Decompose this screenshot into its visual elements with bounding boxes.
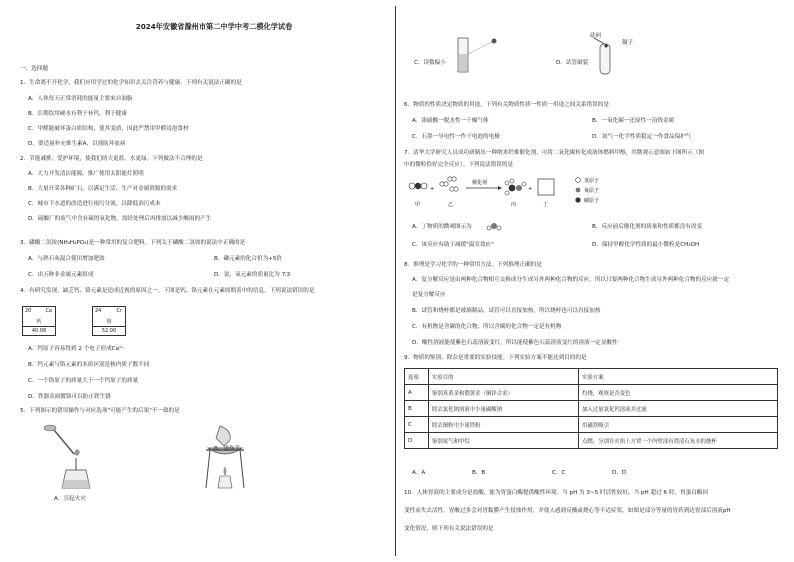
q1-option-d[interactable]: D．要适量补充维生素A，以预防坏血病: [28, 141, 126, 147]
ca-symbol: Ca: [45, 308, 52, 314]
legend-hydrogen: 氢原子: [584, 178, 600, 184]
q1-option-b[interactable]: B．长期饮用硬水有利于补钙，利于健康: [28, 111, 127, 117]
tweezers-label: 镊子: [622, 40, 634, 46]
ca-name: 钙: [36, 319, 42, 325]
row-a-option: A: [405, 385, 429, 401]
q8-option-a-line2[interactable]: 是复分解反应: [412, 292, 446, 298]
q7-stem-line2: 中的微粒恰好完全反应）。下列说法错误的是: [404, 162, 514, 168]
element-card-calcium: [22, 306, 56, 336]
bing-atom-h4: [522, 182, 526, 186]
yi-atom-h6: [452, 177, 456, 181]
ca-number: 20: [25, 308, 32, 314]
left-column: [14, 0, 390, 562]
q10-line1: 10．人体胃液的主要成分是盐酸，能为胃蛋白酶提供酸性环境。当 pH 为 3~5 时活性较好，当 pH 超过 6 时，胃蛋白酶因: [404, 490, 708, 496]
q6-stem: 6．物质的性质决定物质的用途。下列有关物质性质一性质一用途之间关系错误的是: [404, 102, 609, 108]
q7-option-b[interactable]: B．反应前后催化剂的质量和性质都没有改变: [592, 224, 703, 230]
lamp-liquid: [62, 480, 90, 488]
q7-stem-line1: 7．清华大学研究人员成功研制出一种纳米纤维催化剂，可将二氧化碳转化成液体燃料甲醇，其微观示意图如下图所示（图: [404, 150, 705, 156]
burner-lamp-icon: [218, 476, 232, 488]
alcohol-lamp-lighting-figure: [40, 424, 100, 494]
q6-option-c[interactable]: C．石墨一导电性一作干电池的电极: [412, 134, 500, 140]
q3-stem: 3．磷酸二氢铵(NH₄H₂PO₄)是一种常用的复合肥料。下列关于磷酸二氢铵的说法中正确的是: [20, 240, 246, 246]
row-c-purpose: 除去铜粉中少量铁粉: [429, 417, 579, 433]
plus-sign-1: +: [430, 186, 435, 192]
cr-number: 24: [95, 308, 102, 314]
q9-option-c[interactable]: C．C: [552, 470, 566, 476]
tilted-lamp-neck: [54, 430, 74, 454]
q10-line3: 变化情况，则下列有关说法错误的是: [404, 526, 494, 532]
row-a-scheme: 灼烧，观察是否变色: [579, 385, 778, 401]
q6-option-a[interactable]: A．浓硫酸一脱水性一干燥气体: [412, 118, 489, 124]
q8-option-a-line1[interactable]: A．复分解反应是由两种化合物相互交换成分生成另外两种化合物的反应，所以只要两种化合物生成另外两种化合物的反应就一定: [412, 277, 730, 283]
ding-box: [538, 179, 554, 195]
q4-option-b[interactable]: B．钙元素与铬元素的本质区别是核内质子数不同: [28, 362, 150, 368]
catalyst-label: 催化剂: [472, 180, 488, 186]
q5-option-a[interactable]: A．引起火灾: [54, 496, 86, 502]
q4-option-c[interactable]: C．一个铬原子的质量大于一个钙原子的质量: [28, 378, 139, 384]
cr-name: 铬: [106, 319, 112, 325]
right-column: [402, 0, 782, 562]
test-tube-icon: [600, 44, 610, 74]
header-purpose: 实验目的: [429, 369, 579, 385]
q4-stem: 4．有研究发现，缺乏钙、铬元素是造成近视的原因之一。下图是钙、铬元素在元素周期表中的信息。下列说法错误的是: [20, 288, 315, 294]
yi-atom-h2: [444, 182, 448, 186]
ca-mass: 40.08: [23, 326, 55, 334]
water-h2: [497, 226, 501, 230]
q2-option-b[interactable]: B．大量开采各种矿石，以满足生活、生产对金属资源的需求: [28, 186, 178, 192]
flame-icon: [74, 449, 80, 455]
q8-option-b[interactable]: B．试管和烧杯都是玻璃制品，试管可以直接加热，所以烧杯也可以直接加热: [412, 308, 601, 314]
weight-label: 砝码: [590, 33, 602, 39]
row-c-scheme: 用磁铁吸引: [579, 417, 778, 433]
q10-line2: 变性而失去活性。胃酸过多会对胃黏膜产生侵蚀作用，并使人感到反酸或烧心等不适症状。如图是部分等量的胃药到达胃部后溶液pH: [404, 508, 731, 514]
plus-sign-2: +: [528, 186, 533, 192]
granule-icon: [605, 45, 608, 48]
q6-option-b[interactable]: B．一氧化碳一还原性一冶炼金属: [592, 118, 675, 124]
q3-option-c[interactable]: C．由五种非金属元素组成: [28, 272, 94, 278]
tilted-lamp-body: [44, 425, 56, 431]
q2-option-d[interactable]: D．硫酸厂的废气中含有硫的氧化物，需经处理后再排放以减少酸雨的产生: [28, 216, 212, 222]
q8-option-c[interactable]: C．有机物是含碳的化合物，所以含碳的化合物一定是有机物: [412, 324, 562, 330]
bing-atom-h2: [505, 191, 509, 195]
q5-option-b[interactable]: B．烫伤手: [214, 446, 241, 452]
header-option: 选项: [405, 369, 429, 385]
q2-option-a[interactable]: A．大力开发清洁能源，推广使用太阳能灯照明: [28, 171, 144, 177]
evaporating-dish-figure: [200, 424, 250, 494]
arrow-head: [498, 186, 502, 190]
table-row: [405, 433, 778, 449]
water-molecule-icon: [484, 222, 504, 232]
tripod-leg-left: [206, 450, 210, 488]
row-b-purpose: 除去氯化钠溶液中少量碳酸钠: [429, 401, 579, 417]
label-jia: 甲: [415, 202, 421, 208]
q5-option-d[interactable]: D．试管破裂: [556, 60, 589, 66]
row-a-purpose: 鉴别真黄金和假黄金（铜锌合金）: [429, 385, 579, 401]
legend-carbon-icon: [575, 197, 580, 202]
tripod-leg-right: [240, 450, 244, 488]
graduated-cylinder-figure: [452, 36, 502, 76]
label-yi: 乙: [448, 202, 454, 208]
row-d-scheme: 点燃，分别在火焰上方罩一个内壁涂有澄清石灰水的烧杯: [579, 433, 778, 449]
legend-oxygen-icon: [576, 188, 581, 193]
q9-option-d[interactable]: D．D: [612, 470, 627, 476]
row-b-scheme: 加入过量氯化钙溶液并过滤: [579, 401, 778, 417]
q9-stem: 9．物质的鉴别、除杂是重要的实验技能。下列实验方案不能达到目的的是: [404, 355, 587, 361]
reaction-diagram: [406, 176, 656, 216]
column-divider: [395, 6, 396, 556]
table-row: [405, 417, 778, 433]
legend-hydrogen-icon: [576, 178, 581, 183]
q1-option-a[interactable]: A．人体每天正常消耗的能量主要来自油脂: [28, 96, 133, 102]
q4-option-a[interactable]: A．钙原子容易得到 2 个电子形成Ca²⁺: [28, 346, 125, 352]
q2-option-c[interactable]: C．城市下水道的改造进行雨污分流，以降低治污成本: [28, 201, 161, 207]
hand-icon: [216, 426, 230, 446]
q9-option-b[interactable]: B．B: [472, 470, 486, 476]
table-row: [405, 401, 778, 417]
row-d-option: D: [405, 433, 429, 449]
q8-option-d[interactable]: D．酸性溶液能使紫色石蕊溶液变红，所以能使紫色石蕊溶液变红的溶液一定显酸性: [412, 340, 618, 346]
bing-atom-c: [509, 185, 516, 192]
q7-option-d[interactable]: D．保持甲醇化学性质的最小微粒是CH₃OH: [592, 242, 700, 248]
jia-atom-o1: [409, 183, 415, 189]
row-d-purpose: 鉴别氨气和甲烷: [429, 433, 579, 449]
cr-symbol: Cr: [116, 308, 122, 314]
q9-option-a[interactable]: A．A: [412, 470, 426, 476]
burner-flame-icon: [224, 466, 227, 476]
q1-option-c[interactable]: C．甲醛能破坏蛋白质结构，使其变质，因此严禁用甲醛浸泡食材: [28, 126, 189, 132]
yi-atom-h4: [454, 187, 458, 191]
q6-option-d[interactable]: D．氮气一化学性质稳定一作食品保护气: [592, 134, 692, 140]
q9-options-table: [404, 368, 778, 449]
cylinder-liquid: [459, 54, 467, 71]
q5-stem: 5．下列图示的错误操作与对应选项"可能产生的后果"不一致的是: [20, 408, 180, 414]
label-bing: 丙: [511, 202, 517, 208]
q4-option-d[interactable]: D．铁器表面镀铬可以防止铁生锈: [28, 394, 111, 400]
q7-option-a[interactable]: A．丁物质的微观图示为: [412, 224, 472, 230]
bing-atom-h3: [510, 179, 514, 183]
table-header-row: [405, 369, 778, 385]
eye-icon: [492, 39, 497, 44]
q3-option-b[interactable]: B．磷元素的化合价为+5价: [214, 256, 283, 262]
row-b-option: B: [405, 401, 429, 417]
q1-stem: 1．生命离不开化学，我们应用学过的化学知识去关注营养与健康。下列有关说法正确的是: [20, 80, 242, 86]
table-row: [405, 385, 778, 401]
row-c-option: C: [405, 417, 429, 433]
bing-atom-o: [516, 185, 522, 191]
q8-stem: 8．推理是学习化学的一种常用方法。下列推理正确的是: [404, 262, 542, 268]
element-card-chromium: [92, 306, 126, 336]
jia-atom-o2: [421, 183, 427, 189]
q3-option-a[interactable]: A．与熟石灰混合使用增加肥效: [28, 256, 105, 262]
legend-carbon: 碳原子: [584, 198, 600, 204]
water-o: [491, 223, 497, 229]
header-scheme: 实验方案: [579, 369, 778, 385]
exam-title: 2024年安徽省滁州市第二中学中考二模化学试卷: [135, 22, 293, 31]
q7-option-c[interactable]: C．该反应有助于减缓"温室效应": [412, 242, 494, 248]
sight-line: [468, 42, 492, 54]
q2-stem: 2．节能减排，爱护环境，使我们的天更蓝，水更绿。下列做法不合理的是: [20, 156, 203, 162]
jia-atom-c: [415, 183, 421, 189]
label-ding: 丁: [543, 202, 549, 208]
q3-option-d[interactable]: D．氮、氧元素的质量比为 7∶3: [214, 272, 291, 278]
q5-option-c[interactable]: C．读数偏小: [414, 60, 446, 66]
cr-mass: 52.00: [93, 326, 125, 334]
legend-oxygen: 氧原子: [584, 188, 600, 194]
water-h1: [487, 226, 491, 230]
section-heading: 一、选择题: [20, 66, 48, 72]
bing-atom-h1: [505, 181, 509, 185]
